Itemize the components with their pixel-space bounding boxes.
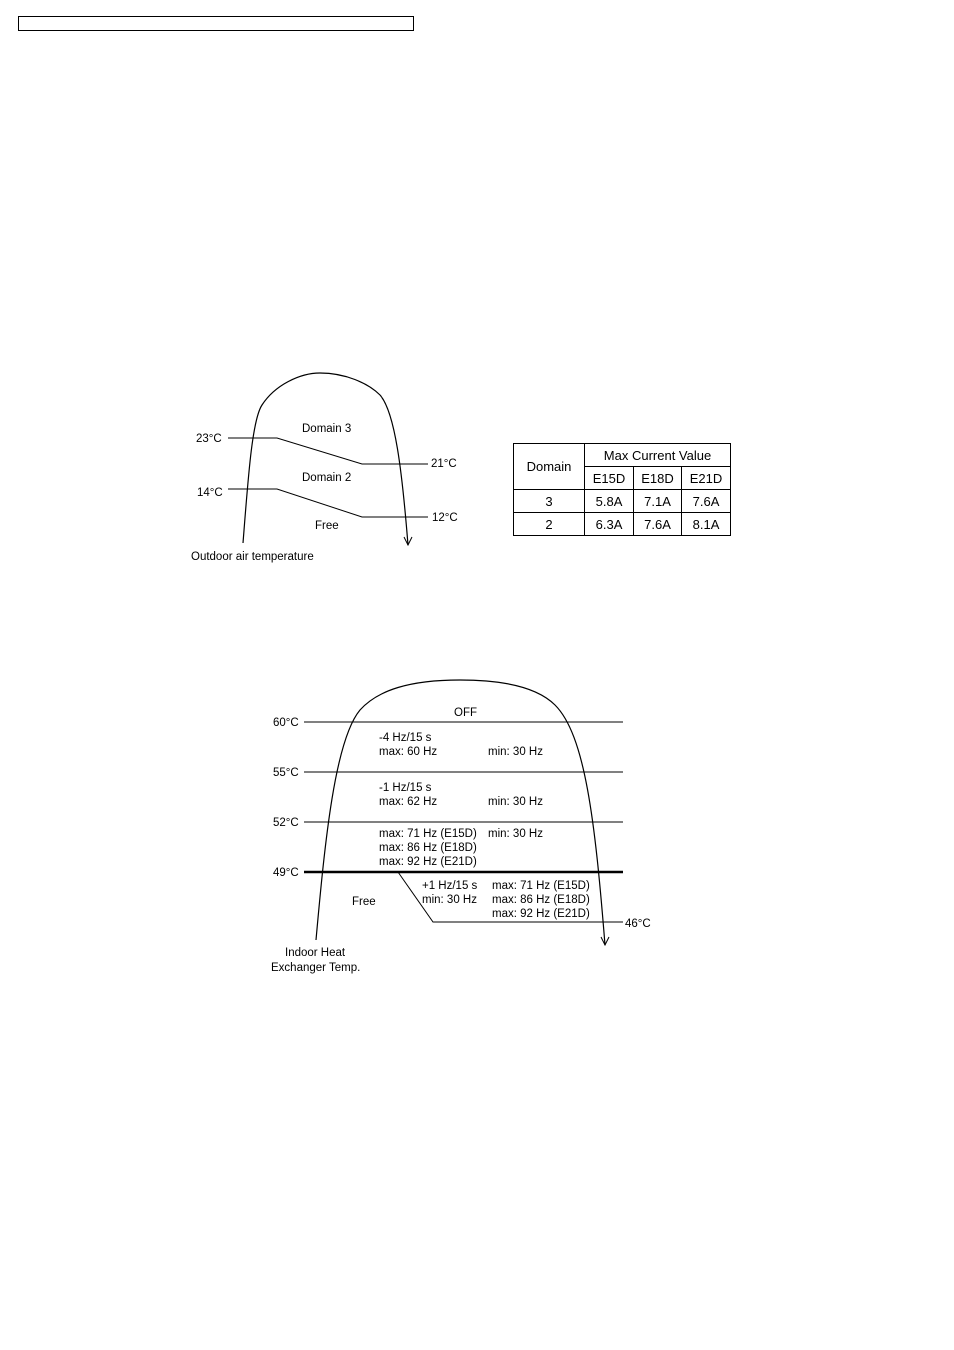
- zone2-min: min: 30 Hz: [488, 796, 543, 808]
- table-row: [514, 490, 731, 513]
- label-domain3: Domain 3: [302, 423, 352, 435]
- label-49c: 49°C: [273, 867, 299, 879]
- zone1-rate: -4 Hz/15 s: [379, 732, 432, 744]
- domain2-boundary-line: [228, 489, 428, 517]
- label-free-zone: Free: [352, 896, 376, 908]
- cell-domain: 3: [514, 490, 585, 513]
- label-55c: 55°C: [273, 767, 299, 779]
- axis-label-outdoor: Outdoor air temperature: [191, 551, 314, 563]
- zone4-max-e21d: max: 92 Hz (E21D): [492, 908, 590, 920]
- zone1-max: max: 60 Hz: [379, 746, 438, 758]
- zone3-min: min: 30 Hz: [488, 828, 543, 840]
- label-off: OFF: [454, 707, 477, 719]
- zone4-max-e18d: max: 86 Hz (E18D): [492, 894, 590, 906]
- cell-value: 7.1A: [634, 490, 682, 513]
- header-domain: Domain: [514, 444, 585, 490]
- max-current-table: [513, 443, 731, 536]
- label-12c: 12°C: [432, 512, 458, 524]
- label-60c: 60°C: [273, 717, 299, 729]
- cell-value: 5.8A: [585, 490, 634, 513]
- zone2-rate: -1 Hz/15 s: [379, 782, 432, 794]
- header-model-e21d: E21D: [682, 467, 731, 490]
- cell-value: 7.6A: [682, 490, 731, 513]
- zone4-min: min: 30 Hz: [422, 894, 477, 906]
- cell-value: 8.1A: [682, 513, 731, 536]
- label-23c: 23°C: [196, 433, 222, 445]
- label-free: Free: [315, 520, 339, 532]
- table-header-row: [514, 444, 731, 467]
- zone2-max: max: 62 Hz: [379, 796, 438, 808]
- label-46c: 46°C: [625, 918, 651, 930]
- zone3-max-e18d: max: 86 Hz (E18D): [379, 842, 477, 854]
- header-model-e18d: E18D: [634, 467, 682, 490]
- label-domain2: Domain 2: [302, 472, 352, 484]
- table-row: [514, 513, 731, 536]
- label-14c: 14°C: [197, 487, 223, 499]
- zone4-rate: +1 Hz/15 s: [422, 880, 478, 892]
- zone4-max-e15d: max: 71 Hz (E15D): [492, 880, 590, 892]
- indoor-heat-exchanger-diagram: [271, 680, 651, 974]
- zone3-max-e15d: max: 71 Hz (E15D): [379, 828, 477, 840]
- cell-value: 7.6A: [634, 513, 682, 536]
- outdoor-temp-diagram: [191, 373, 458, 563]
- axis-label-indoor-line2: Exchanger Temp.: [271, 962, 361, 974]
- zone3-max-e21d: max: 92 Hz (E21D): [379, 856, 477, 868]
- header-model-e15d: E15D: [585, 467, 634, 490]
- header-max-current: Max Current Value: [585, 444, 731, 467]
- label-21c: 21°C: [431, 458, 457, 470]
- label-52c: 52°C: [273, 817, 299, 829]
- cell-domain: 2: [514, 513, 585, 536]
- axis-label-indoor-line1: Indoor Heat: [285, 947, 346, 959]
- cell-value: 6.3A: [585, 513, 634, 536]
- zone1-min: min: 30 Hz: [488, 746, 543, 758]
